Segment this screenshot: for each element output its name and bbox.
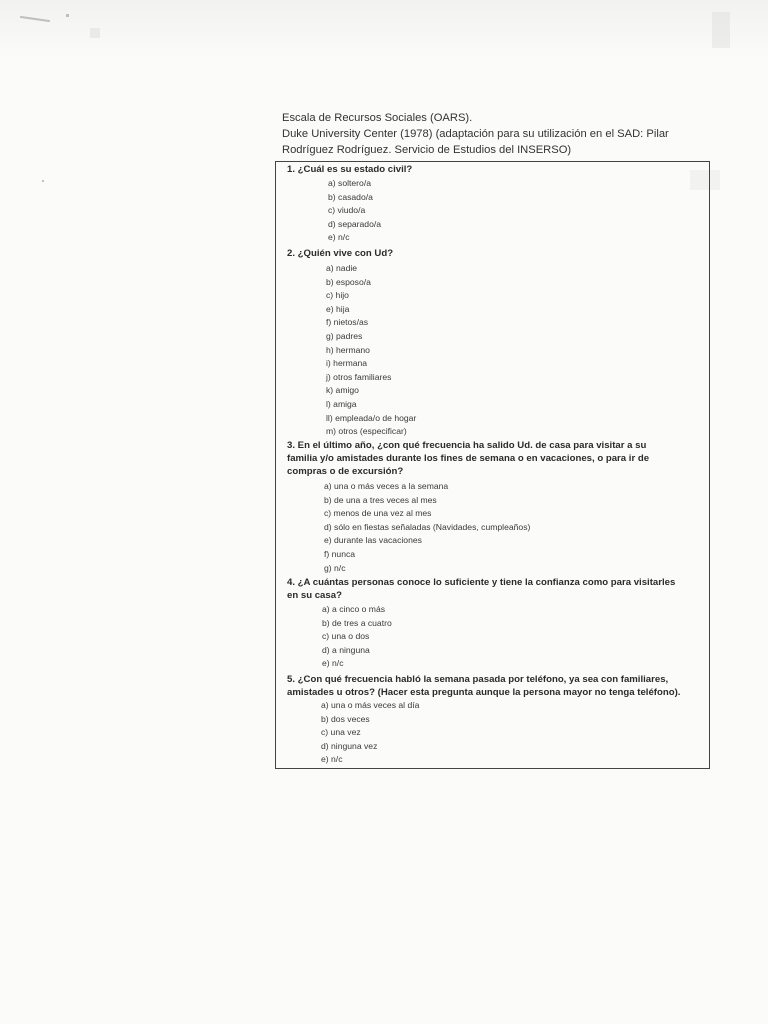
option: i) hermana	[326, 358, 368, 369]
option: b) esposo/a	[326, 276, 371, 287]
question-4	[287, 576, 697, 602]
header-source-cont: Rodríguez Rodríguez. Servicio de Estudios del INSERSO)	[282, 144, 572, 156]
option: d) separado/a	[328, 218, 382, 229]
option: c) menos de una vez al mes	[324, 508, 432, 519]
scan-mark	[712, 12, 730, 48]
option: e) n/c	[322, 658, 344, 669]
header-title: Escala de Recursos Sociales (OARS).	[282, 112, 473, 124]
option: a) una o más veces al día	[321, 700, 420, 710]
option: f) nunca	[324, 548, 356, 559]
option: d) sólo en fiestas señaladas (Navidades, cumpleaños)	[324, 521, 531, 532]
option: ll) empleada/o de hogar	[326, 412, 417, 423]
option: j) otros familiares	[326, 371, 392, 382]
option: c) hijo	[326, 290, 349, 301]
option: h) hermano	[326, 344, 370, 355]
option: m) otros (especificar)	[326, 426, 407, 437]
question-text: 4. ¿A cuántas personas conoce lo suficiente y tiene la confianza como para visitarles	[287, 577, 676, 588]
question-3	[287, 439, 697, 478]
option: c) una vez	[321, 727, 361, 738]
scan-mark	[90, 28, 100, 38]
option: g) padres	[326, 330, 363, 341]
option: e) hija	[326, 303, 350, 314]
option: a) a cinco o más	[322, 604, 386, 614]
option: b) dos veces	[321, 713, 370, 724]
question-text: 1. ¿Cuál es su estado civil?	[287, 164, 413, 175]
option: f) nietos/as	[326, 317, 369, 328]
question-5-options	[321, 699, 419, 767]
option: e) n/c	[328, 232, 350, 243]
scan-noise-top	[0, 0, 768, 60]
option: b) casado/a	[328, 191, 373, 202]
document-header	[282, 110, 722, 158]
question-1-options	[328, 177, 381, 245]
option: b) de tres a cuatro	[322, 617, 392, 628]
question-3-options	[324, 480, 530, 575]
option: a) soltero/a	[328, 178, 371, 188]
option: a) una o más veces a la semana	[324, 481, 449, 491]
question-text: amistades u otros? (Hacer esta pregunta aunque la persona mayor no tenga teléfono).	[287, 687, 681, 698]
option: b) de una a tres veces al mes	[324, 494, 437, 505]
header-source: Duke University Center (1978) (adaptación para su utilización en el SAD: Pilar	[282, 128, 669, 140]
question-text: en su casa?	[287, 590, 342, 601]
option: g) n/c	[324, 562, 346, 573]
question-text: compras o de excursión?	[287, 466, 404, 477]
scan-mark	[66, 14, 69, 17]
question-4-options	[322, 603, 392, 671]
option: e) durante las vacaciones	[324, 535, 422, 546]
question-2	[287, 247, 697, 260]
question-text: 5. ¿Con qué frecuencia habló la semana pasada por teléfono, ya sea con familiares,	[287, 674, 669, 685]
option: a) nadie	[326, 263, 358, 273]
option: d) a ninguna	[322, 644, 370, 655]
option: l) amiga	[326, 398, 357, 409]
option: c) viudo/a	[328, 205, 366, 216]
question-5	[287, 673, 697, 699]
scan-mark	[42, 180, 44, 182]
option: k) amigo	[326, 385, 359, 396]
option: d) ninguna vez	[321, 740, 378, 751]
option: e) n/c	[321, 754, 343, 765]
question-text: 2. ¿Quién vive con Ud?	[287, 248, 394, 259]
question-1	[287, 163, 697, 176]
question-text: 3. En el último año, ¿con qué frecuencia ha salido Ud. de casa para visitar a su	[287, 440, 647, 451]
question-2-options	[326, 262, 416, 439]
option: c) una o dos	[322, 631, 370, 642]
question-text: familia y/o amistades durante los fines de semana o en vacaciones, o para ir de	[287, 453, 650, 464]
